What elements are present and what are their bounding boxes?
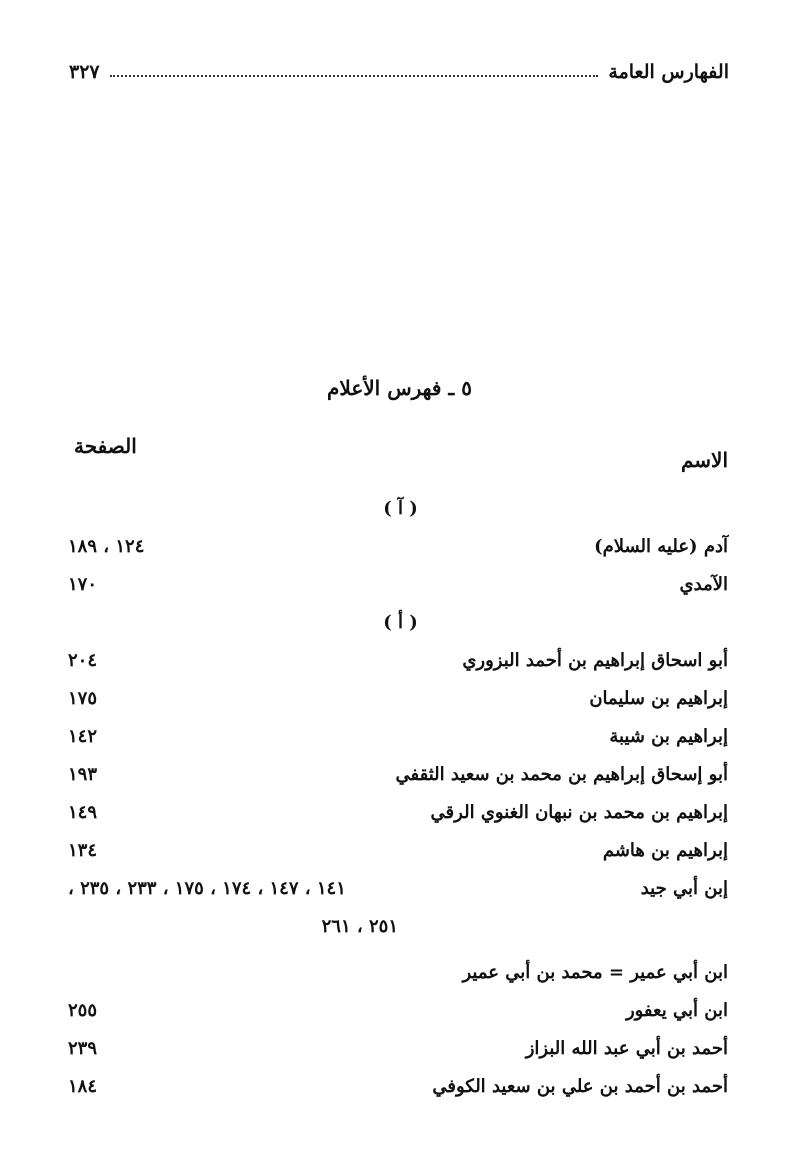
index-entry xyxy=(68,992,728,1030)
index-entry-continuation xyxy=(68,908,728,946)
entry-name: أحمد بن أحمد بن علي بن سعيد الكوفي xyxy=(432,1076,728,1097)
index-entry xyxy=(68,832,728,870)
entry-pages: ١٤٢ xyxy=(68,726,98,747)
entry-name: إبراهيم بن سليمان xyxy=(589,688,728,709)
index-entry xyxy=(68,794,728,832)
entry-pages: ١٩٣ xyxy=(68,764,98,785)
entry-name: إبراهيم بن هاشم xyxy=(602,840,728,861)
letter-heading-text: ( آ ) xyxy=(383,498,418,519)
index-entry xyxy=(68,1030,728,1068)
index-entry xyxy=(68,870,728,908)
entry-name: أحمد بن أبي عبد الله البزاز xyxy=(525,1038,728,1059)
entry-name: إبن أبي جيد xyxy=(640,878,728,899)
letter-heading-text: ( أ ) xyxy=(383,612,418,633)
index-entry xyxy=(68,642,728,680)
entry-name: أبو اسحاق إبراهيم بن أحمد البزوري xyxy=(462,650,728,671)
section-title: ٥ ـ فهرس الأعلام xyxy=(327,376,472,400)
name-column-heading: الاسم xyxy=(680,448,728,472)
letter-heading xyxy=(68,604,728,642)
entry-pages: ١٧٥ xyxy=(68,688,98,709)
page-column-heading: الصفحة xyxy=(74,434,137,458)
entry-pages: ٢٠٤ xyxy=(68,650,98,671)
entry-name: إبراهيم بن محمد بن نبهان الغنوي الرقي xyxy=(430,802,728,823)
entry-pages: ١٧٠ xyxy=(68,574,98,595)
entry-name: آدم (عليه السلام) xyxy=(594,536,728,557)
entry-pages: ٢٣٩ xyxy=(68,1038,98,1059)
entry-pages: ٢٥٥ xyxy=(68,1000,98,1021)
index-entry xyxy=(68,680,728,718)
index-list xyxy=(68,490,728,1106)
index-entry xyxy=(68,566,728,604)
index-entry xyxy=(68,718,728,756)
entry-pages-continued: ٢٥١ ، ٢٦١ xyxy=(321,916,398,937)
entry-name: الآمدي xyxy=(679,574,728,595)
column-headings xyxy=(0,430,799,480)
index-entry xyxy=(68,756,728,794)
entry-pages: ١٨٤ xyxy=(68,1076,98,1097)
running-header xyxy=(69,52,729,92)
spacer xyxy=(68,946,728,954)
index-entry xyxy=(68,528,728,566)
entry-pages: ١٣٤ xyxy=(68,840,98,861)
letter-heading xyxy=(68,490,728,528)
entry-name: إبراهيم بن شيبة xyxy=(609,726,728,747)
entry-pages: ١٤١ ، ١٤٧ ، ١٧٤ ، ١٧٥ ، ٢٣٣ ، ٢٣٥ ، xyxy=(68,878,346,899)
index-entry xyxy=(68,954,728,992)
entry-name: أبو إسحاق إبراهيم بن محمد بن سعيد الثقفي xyxy=(395,764,728,785)
index-entry xyxy=(68,1068,728,1106)
entry-name: ابن أبي يعفور xyxy=(625,1000,728,1021)
running-title: الفهارس العامة xyxy=(608,61,729,83)
entry-pages: ١٤٩ xyxy=(68,802,98,823)
page-number: ٣٢٧ xyxy=(69,61,100,83)
entry-pages: ١٢٤ ، ١٨٩ xyxy=(68,536,145,557)
entry-name: ابن أبي عمير = محمد بن أبي عمير xyxy=(462,962,728,983)
leader-dots xyxy=(110,75,599,77)
